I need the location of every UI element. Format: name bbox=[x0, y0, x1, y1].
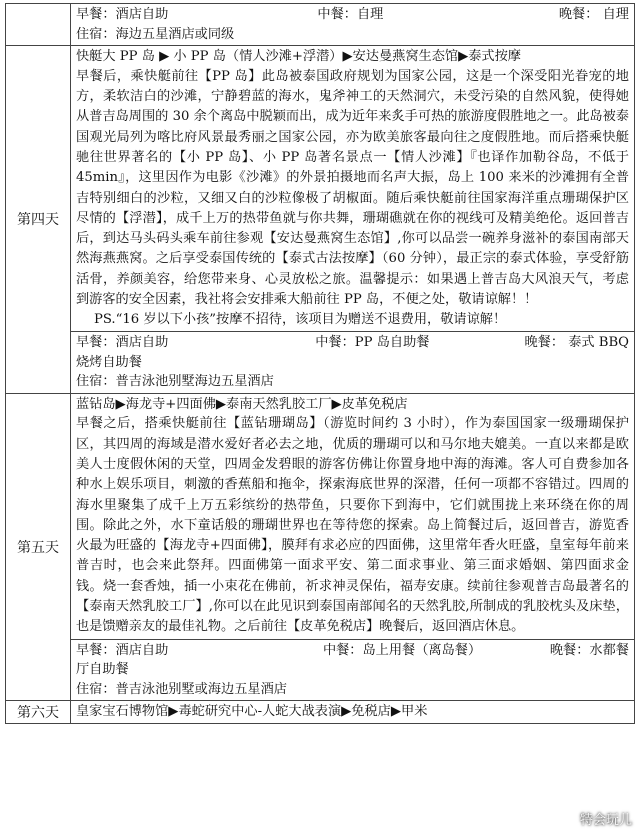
previous-day-content bbox=[71, 4, 635, 46]
row-day-4 bbox=[6, 46, 635, 332]
lunch-text: 中餐：自理 bbox=[317, 7, 384, 22]
day-4-dinner: 晚餐： 泰式 BBQ bbox=[524, 334, 629, 350]
day-5-lunch: 中餐：岛上用餐（离岛餐） bbox=[322, 642, 482, 658]
day-4-route: 快艇大 PP 岛 ▶ 小 PP 岛（情人沙滩+浮潜）▶安达曼燕窝生态馆▶泰式按摩 bbox=[76, 49, 521, 65]
row-previous-day bbox=[6, 4, 635, 46]
meals-line bbox=[76, 5, 629, 25]
dinner-text: 晚餐： 自理 bbox=[558, 7, 629, 22]
breakfast-text: 早餐：酒店自助 bbox=[76, 7, 169, 22]
day-5-route: 蓝钻岛▶海龙寺+四面佛▶泰南天然乳胶工厂▶皮革免税店 bbox=[76, 396, 408, 412]
day-4-meals-line bbox=[76, 333, 629, 353]
day-4-description: 早餐后，乘快艇前往【PP 岛】此岛被泰国政府规划为国家公园，这是一个深受阳光眷宠的地方，柔软洁白的沙滩，宁静碧蓝的海水，鬼斧神工的天然洞穴，未受污染的自然风貌，使得她从普吉岛周围的 30 余个离岛中脱颖而出，成为近年来炙手可热的旅游度假胜地之一。此岛被泰国观光局列为喀比府风景最秀丽之国家公园，亦为欧美旅客最向往之度假胜地。而后搭乘快艇驰往世界著名的【小 PP 岛】、小 PP 岛著名景点一【情人沙滩】『也译作加勒谷岛，不低于 45min』，这里因作为电影《沙滩》的外景拍摄地而名声大振，岛上 100 来米的沙滩拥有全普吉特别细白的沙粒，又细又白的沙粒像极了胡椒面。随后乘快艇前往国家海洋重点珊瑚保护区尽情的【浮潜】，成千上万的热带鱼就与你共舞，珊瑚礁就在你的视线可及精美绝伦。返回普吉后，到达马头码头乘车前往参观【安达曼燕窝生态馆】,你可以品尝一碗养身滋补的泰国南部天然海燕燕窝。之后享受泰国传统的【泰式古法按摩】（60 分钟），最正宗的泰式体验，享受舒筋活骨，养颜美容，给您带来身、心灵放松之旅。温馨提示：如果遇上普吉岛大风浪天气，考虑到游客的安全因素，我社将会安排乘大船前往 PP 岛，不便之处，敬请谅解！！ bbox=[76, 68, 629, 308]
row-day-5-meals bbox=[6, 639, 635, 701]
day-label-5: 第五天 bbox=[6, 393, 71, 701]
watermark bbox=[553, 809, 632, 828]
day-5-dinner: 晚餐：水都餐 bbox=[549, 642, 629, 658]
lodging-text: 住宿：海边五星酒店或同级 bbox=[76, 26, 235, 42]
day-4-lodging: 住宿：普吉泳池别墅海边五星酒店 bbox=[76, 374, 274, 390]
row-day-4-meals bbox=[6, 331, 635, 393]
row-day-6 bbox=[6, 701, 635, 724]
day-5-description: 早餐之后，搭乘快艇前往【蓝钻珊瑚岛】（游览时间约 3 小时），作为泰国国家一级珊瑚保护区，其四周的海域是潜水爱好者必去之地，优质的珊瑚可以和马尔地夫媲美。一直以来都是欧美人士度假休闲的天堂，四周金发碧眼的游客仿佛让你置身地中海的海滩。客人可自费参加各种水上娱乐项目，刺激的香蕉船和拖伞，探索海底世界的深潜，任何一项都不容错过。四周的海水里聚集了成千上万五彩缤纷的热带鱼，只要你下到海中，它们就围拢上来环绕在你的周围。除此之外，水下童话般的珊瑚世界也在等待您的探索。岛上简餐过后，返回普吉，游览香火最为旺盛的【海龙寺+四面佛】，膜拜有求必应的四面佛，这里常年香火旺盛，皇室每年前来普吉时，也会来此祭拜。四面佛第一面求平安、第二面求事业、第三面求婚姻、第四面求金钱。烧一套香烛，插一小束花在佛前，祈求神灵保佑，福寿安康。续前往参观普吉岛最著名的【泰南天然乳胶工厂】,你可以在此见识到泰国南部闻名的天然乳胶,所制成的乳胶枕头及床垫，也是馈赠亲友的最佳礼物。之后前往【皮革免税店】晚餐后，返回酒店休息。 bbox=[76, 416, 629, 635]
day-5-itinerary bbox=[71, 393, 635, 639]
day-6-route: 皇家宝石博物馆▶毒蛇研究中心-人蛇大战表演▶免税店▶甲米 bbox=[76, 704, 428, 720]
day-label-4: 第四天 bbox=[6, 46, 71, 394]
day-5-meals-cont: 厅自助餐 bbox=[76, 662, 129, 678]
day-5-lodging: 住宿：普吉泳池别墅或海边五星酒店 bbox=[76, 681, 287, 697]
day-4-breakfast: 早餐：酒店自助 bbox=[76, 334, 169, 350]
day-4-meals-cont: 烧烤自助餐 bbox=[76, 354, 142, 370]
day-5-meals-line bbox=[76, 641, 629, 661]
row-day-5 bbox=[6, 393, 635, 639]
day-4-lunch: 中餐：PP 岛自助餐 bbox=[315, 334, 430, 350]
day-4-meals-cell bbox=[71, 331, 635, 393]
day-5-breakfast: 早餐：酒店自助 bbox=[76, 642, 169, 658]
watermark-text: 特会玩儿 bbox=[579, 813, 632, 828]
day-4-note: PS.“16 岁以下小孩”按摩不招待，该项目为赠送不退费用，敬请谅解！ bbox=[94, 312, 507, 328]
day-4-itinerary bbox=[71, 46, 635, 332]
day-label-6: 第六天 bbox=[6, 701, 71, 724]
day-cell-empty bbox=[6, 4, 71, 46]
itinerary-table bbox=[5, 3, 635, 724]
wechat-icon bbox=[553, 812, 575, 826]
day-5-meals-cell bbox=[71, 639, 635, 701]
day-6-itinerary bbox=[71, 701, 635, 724]
